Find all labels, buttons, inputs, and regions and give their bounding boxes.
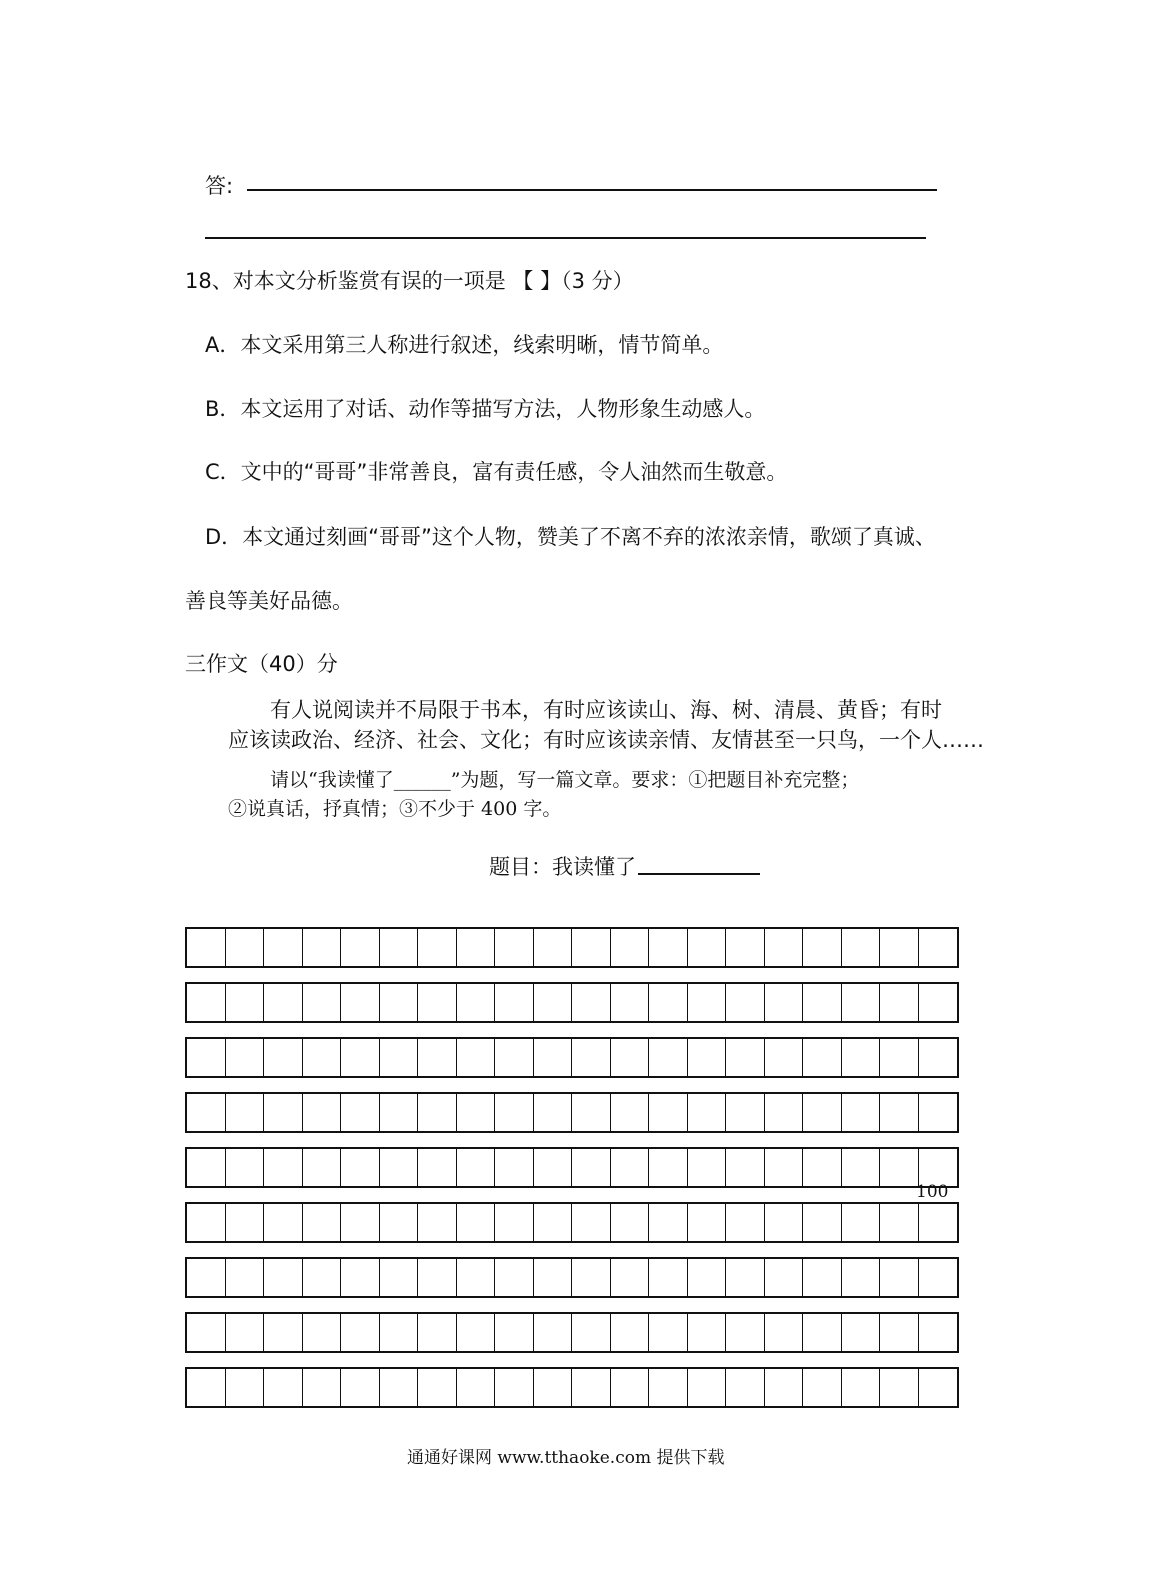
grid-cell[interactable] [418,1149,457,1186]
grid-cell[interactable] [495,929,534,966]
grid-cell[interactable] [457,1039,496,1076]
grid-cell[interactable] [688,1039,727,1076]
grid-cell[interactable] [418,1094,457,1131]
composition-title-label: 题目：我读懂了 [489,855,636,879]
grid-cell[interactable] [226,984,265,1021]
grid-cell[interactable] [919,1259,958,1296]
option-d-continuation: 善良等美好品德。 [185,589,353,613]
grid-cell[interactable] [919,1039,958,1076]
grid-cell[interactable] [688,1259,727,1296]
answer-label: 答: [205,174,234,198]
grid-cell[interactable] [303,1259,342,1296]
grid-cell[interactable] [765,1039,804,1076]
grid-cell[interactable] [842,929,881,966]
grid-cell[interactable] [611,1149,650,1186]
grid-cell[interactable] [226,1149,265,1186]
grid-cell[interactable] [341,984,380,1021]
grid-cell[interactable] [226,929,265,966]
grid-cell[interactable] [919,1149,958,1186]
grid-cell[interactable] [726,1149,765,1186]
grid-cell[interactable] [264,1204,303,1241]
grid-row [185,1257,959,1298]
grid-cell[interactable] [726,984,765,1021]
grid-cell[interactable] [187,1039,226,1076]
grid-cell[interactable] [842,1149,881,1186]
grid-cell[interactable] [572,1259,611,1296]
grid-cell[interactable] [380,984,419,1021]
grid-cell[interactable] [726,1039,765,1076]
grid-cell[interactable] [418,1259,457,1296]
grid-cell[interactable] [380,1314,419,1351]
grid-cell[interactable] [457,1204,496,1241]
grid-cell[interactable] [303,1204,342,1241]
grid-cell[interactable] [264,1039,303,1076]
grid-cell[interactable] [187,929,226,966]
grid-cell[interactable] [226,1314,265,1351]
grid-cell[interactable] [572,1314,611,1351]
grid-cell[interactable] [457,929,496,966]
grid-cell[interactable] [919,1314,958,1351]
grid-cell[interactable] [765,1369,804,1406]
grid-cell[interactable] [842,984,881,1021]
grid-cell[interactable] [649,1149,688,1186]
grid-cell[interactable] [572,984,611,1021]
grid-cell[interactable] [803,1314,842,1351]
grid-row [185,927,959,968]
grid-cell[interactable] [380,1369,419,1406]
grid-cell[interactable] [264,984,303,1021]
grid-cell[interactable] [226,1369,265,1406]
option-d: D．本文通过刻画“哥哥”这个人物，赞美了不离不弃的浓浓亲情，歌颂了真诚、 [205,525,936,549]
word-count-marker: 100 [916,1182,949,1202]
grid-cell[interactable] [380,1204,419,1241]
grid-row [185,1367,959,1408]
grid-cell[interactable] [919,984,958,1021]
grid-cell[interactable] [919,1094,958,1131]
answer-line-1[interactable] [247,189,937,191]
composition-requirement-line-1: 请以“我读懂了______”为题，写一篇文章。要求：①把题目补充完整； [270,769,860,791]
grid-cell[interactable] [187,1149,226,1186]
grid-cell[interactable] [726,1369,765,1406]
grid-cell[interactable] [765,1314,804,1351]
grid-cell[interactable] [226,1204,265,1241]
grid-cell[interactable] [187,1369,226,1406]
grid-cell[interactable] [726,1314,765,1351]
grid-cell[interactable] [418,984,457,1021]
grid-cell[interactable] [649,1259,688,1296]
grid-cell[interactable] [880,1149,919,1186]
grid-cell[interactable] [765,984,804,1021]
grid-cell[interactable] [572,1369,611,1406]
grid-cell[interactable] [572,1204,611,1241]
grid-cell[interactable] [726,929,765,966]
grid-row [185,1092,959,1133]
grid-cell[interactable] [303,984,342,1021]
grid-cell[interactable] [418,1039,457,1076]
answer-line-2[interactable] [205,237,926,239]
footer-text: 通通好课网 www.tthaoke.com 提供下载 [407,1448,725,1468]
grid-cell[interactable] [880,1369,919,1406]
grid-cell[interactable] [495,1259,534,1296]
grid-cell[interactable] [303,1094,342,1131]
grid-cell[interactable] [649,984,688,1021]
grid-cell[interactable] [649,1369,688,1406]
grid-cell[interactable] [495,1204,534,1241]
grid-cell[interactable] [226,1259,265,1296]
grid-cell[interactable] [187,1259,226,1296]
grid-cell[interactable] [187,1314,226,1351]
composition-prompt-line-1: 有人说阅读并不局限于书本，有时应该读山、海、树、清晨、黄昏；有时 [270,698,942,722]
grid-cell[interactable] [264,1094,303,1131]
grid-cell[interactable] [303,1314,342,1351]
grid-cell[interactable] [688,1094,727,1131]
grid-cell[interactable] [264,1149,303,1186]
grid-cell[interactable] [765,1204,804,1241]
grid-cell[interactable] [765,1094,804,1131]
grid-cell[interactable] [534,1204,573,1241]
grid-cell[interactable] [803,1369,842,1406]
grid-row [185,1202,959,1243]
grid-cell[interactable] [572,1149,611,1186]
composition-heading: 三作文（40）分 [185,652,338,676]
grid-cell[interactable] [341,1369,380,1406]
option-b: B．本文运用了对话、动作等描写方法，人物形象生动感人。 [205,397,766,421]
grid-cell[interactable] [611,984,650,1021]
grid-cell[interactable] [611,1259,650,1296]
grid-cell[interactable] [264,1314,303,1351]
grid-cell[interactable] [688,1314,727,1351]
grid-cell[interactable] [495,1314,534,1351]
grid-cell[interactable] [649,1314,688,1351]
grid-cell[interactable] [919,1369,958,1406]
grid-cell[interactable] [880,1094,919,1131]
grid-cell[interactable] [226,1039,265,1076]
grid-cell[interactable] [495,1094,534,1131]
grid-cell[interactable] [380,929,419,966]
grid-cell[interactable] [726,1204,765,1241]
grid-cell[interactable] [534,1149,573,1186]
grid-row [185,1312,959,1353]
grid-cell[interactable] [341,1039,380,1076]
grid-cell[interactable] [842,1314,881,1351]
grid-cell[interactable] [611,929,650,966]
grid-cell[interactable] [534,1039,573,1076]
grid-cell[interactable] [341,929,380,966]
grid-cell[interactable] [380,1259,419,1296]
grid-cell[interactable] [303,1149,342,1186]
grid-cell[interactable] [380,1149,419,1186]
grid-cell[interactable] [688,1204,727,1241]
composition-prompt-line-2: 应该读政治、经济、社会、文化；有时应该读亲情、友情甚至一只鸟，一个人…… [228,728,984,752]
grid-cell[interactable] [495,1369,534,1406]
grid-cell[interactable] [341,1314,380,1351]
grid-cell[interactable] [264,929,303,966]
option-c: C．文中的“哥哥”非常善良，富有责任感，令人油然而生敬意。 [205,460,788,484]
grid-row [185,1037,959,1078]
grid-cell[interactable] [803,1094,842,1131]
grid-cell[interactable] [303,1369,342,1406]
grid-cell[interactable] [495,1039,534,1076]
grid-cell[interactable] [842,1369,881,1406]
grid-cell[interactable] [649,1204,688,1241]
grid-row [185,1147,959,1188]
grid-cell[interactable] [803,929,842,966]
grid-cell[interactable] [418,1369,457,1406]
grid-cell[interactable] [380,1039,419,1076]
grid-cell[interactable] [842,1039,881,1076]
grid-cell[interactable] [264,1369,303,1406]
grid-cell[interactable] [688,1149,727,1186]
grid-cell[interactable] [457,1149,496,1186]
grid-cell[interactable] [611,1314,650,1351]
grid-cell[interactable] [803,1204,842,1241]
grid-cell[interactable] [341,1149,380,1186]
grid-cell[interactable] [611,1204,650,1241]
grid-cell[interactable] [765,1149,804,1186]
grid-cell[interactable] [187,1094,226,1131]
grid-cell[interactable] [880,1204,919,1241]
grid-cell[interactable] [534,929,573,966]
grid-cell[interactable] [418,1314,457,1351]
grid-cell[interactable] [880,929,919,966]
grid-cell[interactable] [611,1369,650,1406]
grid-cell[interactable] [611,1094,650,1131]
grid-cell[interactable] [880,984,919,1021]
grid-cell[interactable] [418,1204,457,1241]
grid-cell[interactable] [880,1314,919,1351]
grid-cell[interactable] [457,1369,496,1406]
grid-cell[interactable] [303,1039,342,1076]
option-a: A．本文采用第三人称进行叙述，线索明晰，情节简单。 [205,333,724,357]
grid-cell[interactable] [726,1094,765,1131]
grid-cell[interactable] [726,1259,765,1296]
grid-cell[interactable] [534,1314,573,1351]
grid-cell[interactable] [303,929,342,966]
grid-cell[interactable] [803,1039,842,1076]
grid-cell[interactable] [880,1259,919,1296]
grid-cell[interactable] [688,984,727,1021]
grid-cell[interactable] [649,929,688,966]
grid-cell[interactable] [880,1039,919,1076]
grid-cell[interactable] [380,1094,419,1131]
grid-cell[interactable] [187,1204,226,1241]
grid-cell[interactable] [803,1149,842,1186]
grid-cell[interactable] [457,1259,496,1296]
grid-cell[interactable] [457,1314,496,1351]
grid-cell[interactable] [919,929,958,966]
grid-cell[interactable] [341,1259,380,1296]
grid-cell[interactable] [341,1204,380,1241]
grid-cell[interactable] [495,1149,534,1186]
composition-title-blank[interactable] [638,873,760,875]
grid-cell[interactable] [534,984,573,1021]
question-18-stem: 18、对本文分析鉴赏有误的一项是 【 】（3 分） [185,269,634,293]
grid-cell[interactable] [457,1094,496,1131]
grid-cell[interactable] [495,984,534,1021]
grid-cell[interactable] [572,929,611,966]
grid-cell[interactable] [765,929,804,966]
grid-cell[interactable] [649,1094,688,1131]
composition-requirement-line-2: ②说真话，抒真情；③不少于 400 字。 [228,798,562,820]
grid-cell[interactable] [418,929,457,966]
grid-cell[interactable] [765,1259,804,1296]
grid-cell[interactable] [534,1259,573,1296]
grid-cell[interactable] [919,1204,958,1241]
grid-cell[interactable] [534,1094,573,1131]
grid-cell[interactable] [842,1204,881,1241]
grid-cell[interactable] [803,984,842,1021]
grid-cell[interactable] [457,984,496,1021]
grid-cell[interactable] [572,1039,611,1076]
grid-cell[interactable] [803,1259,842,1296]
grid-cell[interactable] [649,1039,688,1076]
grid-row [185,982,959,1023]
grid-cell[interactable] [842,1094,881,1131]
grid-cell[interactable] [688,929,727,966]
grid-cell[interactable] [842,1259,881,1296]
grid-cell[interactable] [341,1094,380,1131]
grid-cell[interactable] [572,1094,611,1131]
grid-cell[interactable] [688,1369,727,1406]
grid-cell[interactable] [226,1094,265,1131]
grid-cell[interactable] [187,984,226,1021]
grid-cell[interactable] [534,1369,573,1406]
grid-cell[interactable] [611,1039,650,1076]
grid-cell[interactable] [264,1259,303,1296]
